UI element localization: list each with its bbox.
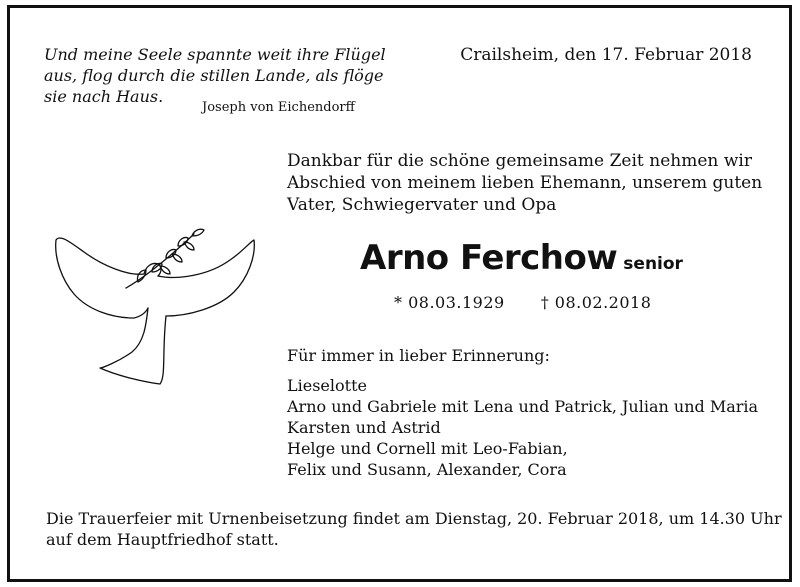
place-and-date: Crailsheim, den 17. Februar 2018	[460, 45, 752, 65]
life-dates	[394, 293, 651, 312]
quote-line: aus, flog durch die stillen Lande, als flöge	[44, 66, 384, 85]
memory-heading: Für immer in lieber Erinnerung:	[287, 346, 550, 365]
intro-text	[287, 150, 763, 216]
mourner-line: Arno und Gabriele mit Lena und Patrick, Julian und Maria	[287, 397, 759, 416]
dove-with-olive-branch-icon	[48, 222, 258, 402]
intro-line: Abschied von meinem lieben Ehemann, unserem guten	[287, 173, 763, 193]
quote-line: sie nach Haus.	[44, 87, 164, 106]
mourner-line: Karsten und Astrid	[287, 418, 441, 437]
mourner-line: Helge und Cornell mit Leo-Fabian,	[287, 439, 568, 458]
birth-date: * 08.03.1929	[394, 293, 505, 312]
service-line: auf dem Hauptfriedhof statt.	[46, 530, 279, 549]
name-suffix: senior	[623, 254, 683, 274]
quote-line: Und meine Seele spannte weit ihre Flügel	[44, 45, 386, 64]
deceased-name: Arno Ferchow	[360, 238, 618, 278]
deceased-name-row	[360, 238, 683, 278]
intro-line: Dankbar für die schöne gemeinsame Zeit nehmen wir	[287, 151, 752, 171]
mourner-line: Lieselotte	[287, 376, 367, 395]
intro-line: Vater, Schwiegervater und Opa	[287, 195, 557, 215]
mourner-line: Felix und Susann, Alexander, Cora	[287, 460, 567, 479]
mourners-list	[287, 375, 758, 480]
quote-author: Joseph von Eichendorff	[202, 100, 355, 115]
funeral-service-info	[46, 508, 782, 550]
death-date: † 08.02.2018	[540, 293, 652, 312]
poem-quote	[44, 44, 386, 107]
service-line: Die Trauerfeier mit Urnenbeisetzung findet am Dienstag, 20. Februar 2018, um 14.30 Uhr	[46, 509, 782, 528]
